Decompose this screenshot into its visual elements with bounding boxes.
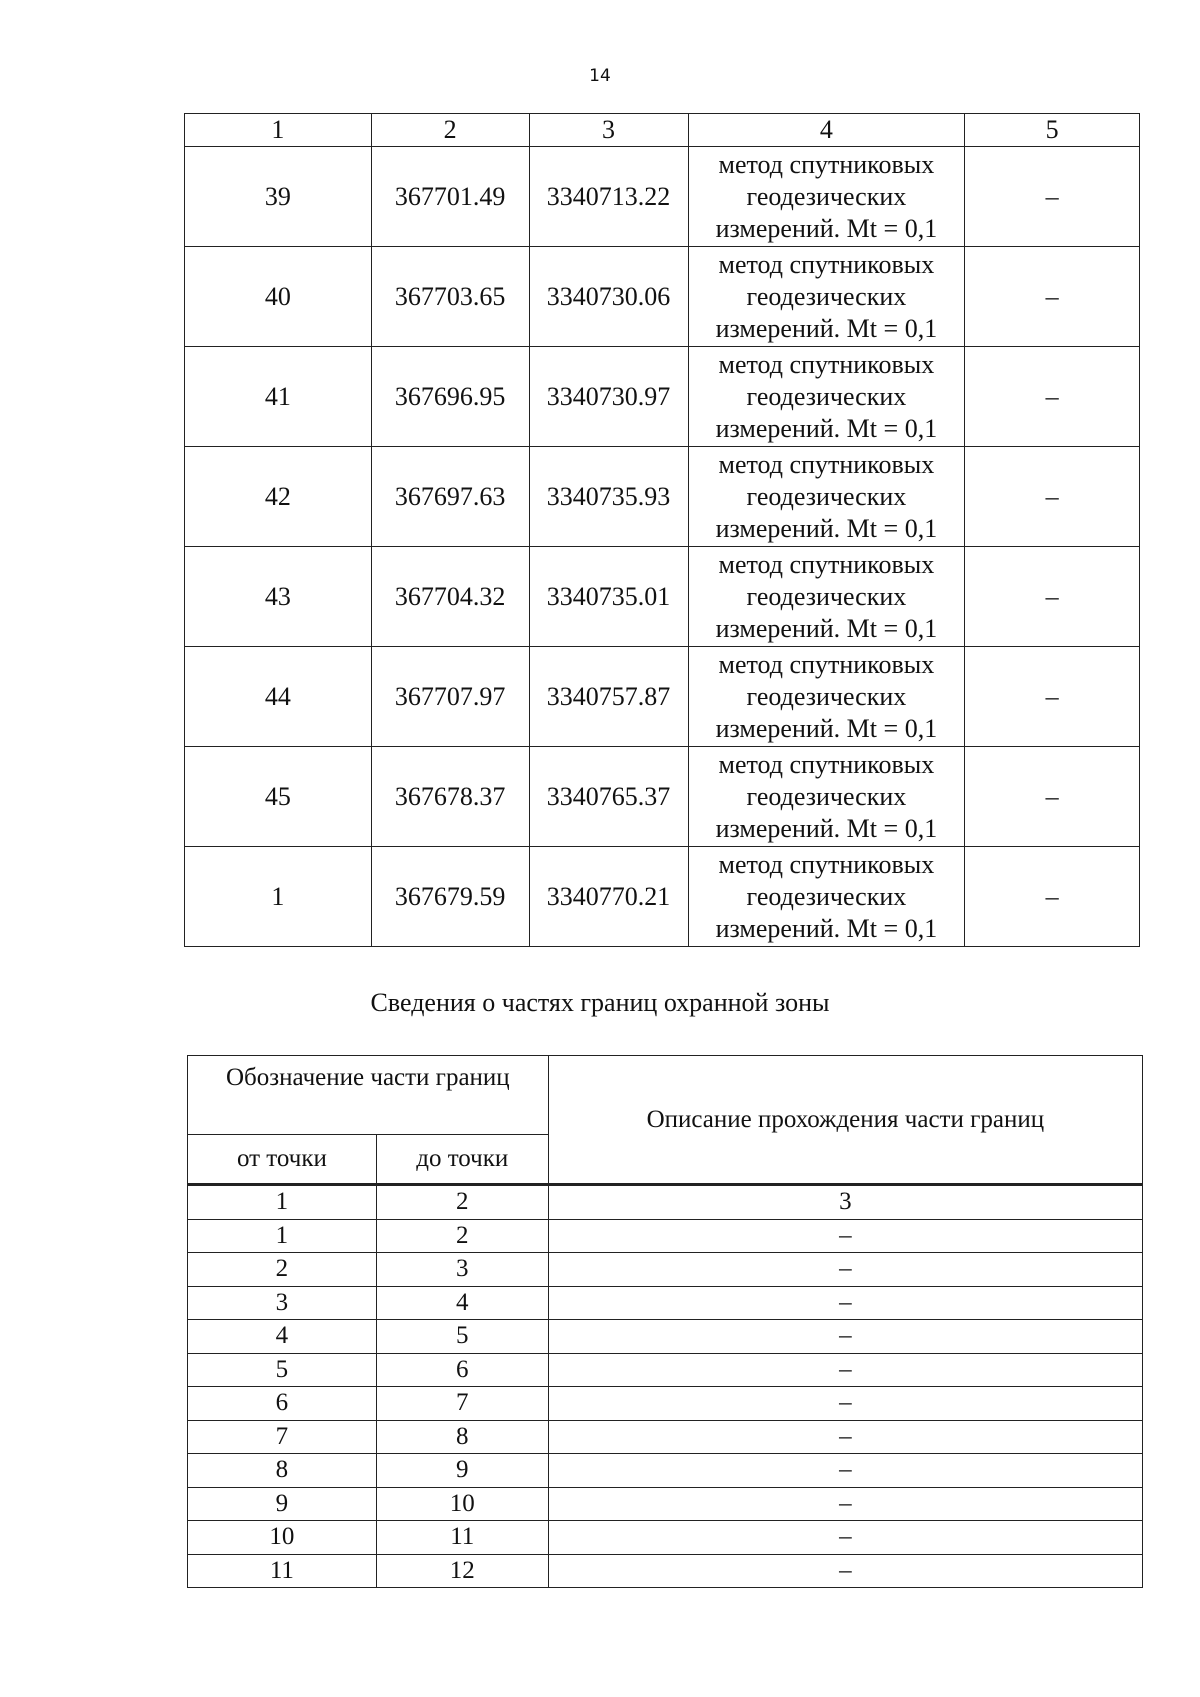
table-row bbox=[188, 1554, 1143, 1588]
from-point: 9 bbox=[188, 1487, 377, 1521]
coordinates-table bbox=[184, 113, 1140, 947]
to-point: 8 bbox=[376, 1420, 548, 1454]
coordinate-x: 367697.63 bbox=[371, 447, 529, 547]
table-row bbox=[185, 247, 1140, 347]
from-point-header: от точки bbox=[188, 1135, 377, 1185]
coordinate-x: 367679.59 bbox=[371, 847, 529, 947]
description: – bbox=[548, 1387, 1142, 1421]
method-line: геодезических bbox=[746, 781, 907, 811]
table-row bbox=[188, 1454, 1143, 1488]
table-row bbox=[188, 1219, 1143, 1253]
method-line: геодезических bbox=[746, 181, 907, 211]
coordinate-x: 367696.95 bbox=[371, 347, 529, 447]
from-point: 1 bbox=[188, 1219, 377, 1253]
point-number: 42 bbox=[185, 447, 372, 547]
point-number: 41 bbox=[185, 347, 372, 447]
table-row bbox=[185, 347, 1140, 447]
coordinate-y: 3340735.93 bbox=[529, 447, 688, 547]
method-line: метод спутниковых bbox=[718, 249, 935, 279]
method-cell bbox=[688, 547, 965, 647]
method-line: измерений. Mt = 0,1 bbox=[715, 313, 938, 343]
method-line: геодезических bbox=[746, 881, 907, 911]
method-line: метод спутниковых bbox=[718, 849, 935, 879]
method-line: метод спутниковых bbox=[718, 149, 935, 179]
description: – bbox=[548, 1286, 1142, 1320]
column-number: 4 bbox=[688, 114, 965, 147]
to-point: 11 bbox=[376, 1521, 548, 1555]
to-point: 3 bbox=[376, 1253, 548, 1287]
coordinate-y: 3340730.97 bbox=[529, 347, 688, 447]
to-point: 9 bbox=[376, 1454, 548, 1488]
description: – bbox=[548, 1521, 1142, 1555]
to-point-header: до точки bbox=[376, 1135, 548, 1185]
to-point: 7 bbox=[376, 1387, 548, 1421]
table-row bbox=[185, 847, 1140, 947]
note-cell: – bbox=[965, 747, 1140, 847]
method-cell bbox=[688, 847, 965, 947]
to-point: 10 bbox=[376, 1487, 548, 1521]
method-line: метод спутниковых bbox=[718, 749, 935, 779]
to-point: 6 bbox=[376, 1353, 548, 1387]
description: – bbox=[548, 1420, 1142, 1454]
table-row bbox=[185, 747, 1140, 847]
coordinate-y: 3340770.21 bbox=[529, 847, 688, 947]
table-row bbox=[185, 147, 1140, 247]
from-point: 11 bbox=[188, 1554, 377, 1588]
description: – bbox=[548, 1487, 1142, 1521]
method-line: метод спутниковых bbox=[718, 549, 935, 579]
coordinate-y: 3340735.01 bbox=[529, 547, 688, 647]
column-number: 1 bbox=[188, 1185, 377, 1220]
method-line: геодезических bbox=[746, 581, 907, 611]
column-number: 5 bbox=[965, 114, 1140, 147]
coordinate-x: 367678.37 bbox=[371, 747, 529, 847]
coordinate-x: 367707.97 bbox=[371, 647, 529, 747]
table-row bbox=[188, 1286, 1143, 1320]
note-cell: – bbox=[965, 647, 1140, 747]
point-number: 43 bbox=[185, 547, 372, 647]
from-point: 4 bbox=[188, 1320, 377, 1354]
point-number: 44 bbox=[185, 647, 372, 747]
from-point: 6 bbox=[188, 1387, 377, 1421]
table-row bbox=[188, 1320, 1143, 1354]
method-line: измерений. Mt = 0,1 bbox=[715, 613, 938, 643]
table-row bbox=[188, 1521, 1143, 1555]
method-line: метод спутниковых bbox=[718, 649, 935, 679]
method-line: измерений. Mt = 0,1 bbox=[715, 713, 938, 743]
method-cell bbox=[688, 347, 965, 447]
to-point: 2 bbox=[376, 1219, 548, 1253]
point-number: 39 bbox=[185, 147, 372, 247]
note-cell: – bbox=[965, 347, 1140, 447]
from-point: 7 bbox=[188, 1420, 377, 1454]
method-line: измерений. Mt = 0,1 bbox=[715, 913, 938, 943]
point-number: 40 bbox=[185, 247, 372, 347]
table-row bbox=[188, 1353, 1143, 1387]
from-point: 8 bbox=[188, 1454, 377, 1488]
method-line: геодезических bbox=[746, 381, 907, 411]
section-title: Сведения о частях границ охранной зоны bbox=[370, 988, 830, 1017]
method-cell bbox=[688, 747, 965, 847]
table-row bbox=[185, 647, 1140, 747]
coordinate-y: 3340730.06 bbox=[529, 247, 688, 347]
method-line: геодезических bbox=[746, 481, 907, 511]
column-number: 3 bbox=[529, 114, 688, 147]
coordinate-y: 3340765.37 bbox=[529, 747, 688, 847]
note-cell: – bbox=[965, 147, 1140, 247]
column-number: 2 bbox=[371, 114, 529, 147]
description-header: Описание прохождения части границ bbox=[548, 1056, 1142, 1185]
from-point: 2 bbox=[188, 1253, 377, 1287]
method-cell bbox=[688, 147, 965, 247]
note-cell: – bbox=[965, 447, 1140, 547]
method-cell bbox=[688, 247, 965, 347]
coordinate-x: 367701.49 bbox=[371, 147, 529, 247]
to-point: 5 bbox=[376, 1320, 548, 1354]
page-number: 14 bbox=[589, 66, 611, 86]
table-row bbox=[188, 1253, 1143, 1287]
table-row bbox=[185, 547, 1140, 647]
table-row bbox=[188, 1387, 1143, 1421]
from-point: 3 bbox=[188, 1286, 377, 1320]
method-line: геодезических bbox=[746, 281, 907, 311]
from-point: 10 bbox=[188, 1521, 377, 1555]
method-line: измерений. Mt = 0,1 bbox=[715, 813, 938, 843]
method-line: метод спутниковых bbox=[718, 349, 935, 379]
designation-header: Обозначение части границ bbox=[188, 1056, 549, 1135]
table-row bbox=[188, 1420, 1143, 1454]
table-row bbox=[185, 447, 1140, 547]
column-number: 1 bbox=[185, 114, 372, 147]
coordinates-header-row bbox=[185, 114, 1140, 147]
coordinate-x: 367703.65 bbox=[371, 247, 529, 347]
boundary-parts-table bbox=[187, 1055, 1143, 1588]
coordinate-y: 3340713.22 bbox=[529, 147, 688, 247]
point-number: 1 bbox=[185, 847, 372, 947]
to-point: 4 bbox=[376, 1286, 548, 1320]
description: – bbox=[548, 1454, 1142, 1488]
note-cell: – bbox=[965, 247, 1140, 347]
note-cell: – bbox=[965, 547, 1140, 647]
method-line: измерений. Mt = 0,1 bbox=[715, 513, 938, 543]
parts-header-row bbox=[188, 1056, 1143, 1135]
description: – bbox=[548, 1219, 1142, 1253]
method-cell bbox=[688, 447, 965, 547]
method-line: метод спутниковых bbox=[718, 449, 935, 479]
parts-numbering-row bbox=[188, 1185, 1143, 1220]
method-line: измерений. Mt = 0,1 bbox=[715, 213, 938, 243]
to-point: 12 bbox=[376, 1554, 548, 1588]
column-number: 2 bbox=[376, 1185, 548, 1220]
coordinate-x: 367704.32 bbox=[371, 547, 529, 647]
table-row bbox=[188, 1487, 1143, 1521]
coordinate-y: 3340757.87 bbox=[529, 647, 688, 747]
method-cell bbox=[688, 647, 965, 747]
description: – bbox=[548, 1554, 1142, 1588]
method-line: измерений. Mt = 0,1 bbox=[715, 413, 938, 443]
note-cell: – bbox=[965, 847, 1140, 947]
description: – bbox=[548, 1353, 1142, 1387]
point-number: 45 bbox=[185, 747, 372, 847]
from-point: 5 bbox=[188, 1353, 377, 1387]
method-line: геодезических bbox=[746, 681, 907, 711]
description: – bbox=[548, 1320, 1142, 1354]
description: – bbox=[548, 1253, 1142, 1287]
column-number: 3 bbox=[548, 1185, 1142, 1220]
